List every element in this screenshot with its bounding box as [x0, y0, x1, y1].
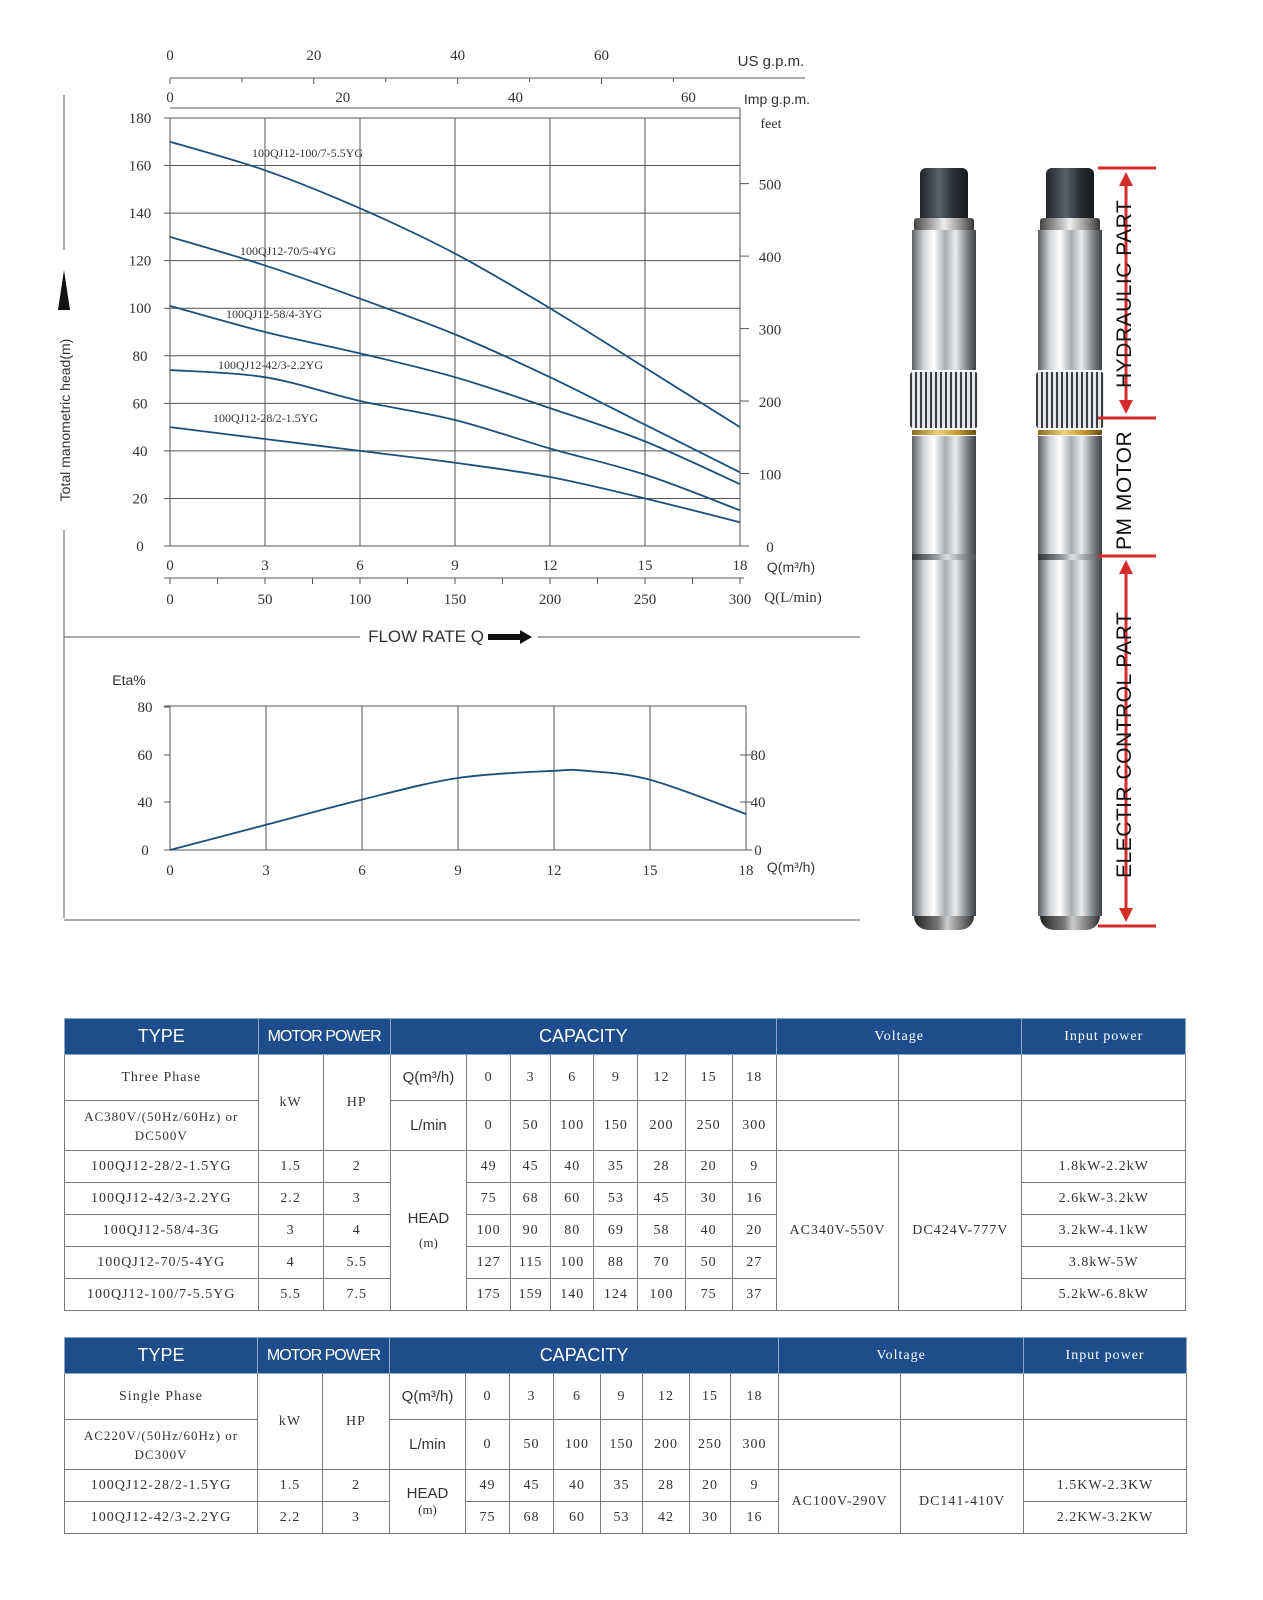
impgpm-tick-label: 40 — [508, 90, 524, 106]
input-power: 3.8kW-5W — [1022, 1247, 1186, 1279]
lmin-value: 100 — [554, 1420, 601, 1470]
head-value: 68 — [511, 1183, 551, 1215]
q-label: Q(m³/h) — [390, 1055, 466, 1101]
head-value: 50 — [685, 1247, 732, 1279]
head-unit: (m) — [418, 1502, 437, 1517]
lmin-value: 300 — [732, 1101, 776, 1151]
eff-y-tick-label: 80 — [137, 700, 153, 716]
supply-label: AC220V/(50Hz/60Hz) or DC300V — [65, 1420, 258, 1470]
impgpm-tick-label: 20 — [335, 90, 351, 106]
series-label: 100QJ12-42/3-2.2YG — [218, 358, 323, 372]
head-value: 16 — [732, 1183, 776, 1215]
hp-value: 4 — [323, 1215, 390, 1247]
y-tick-label: 180 — [128, 111, 152, 127]
head-value: 35 — [594, 1151, 638, 1183]
head-value: 45 — [638, 1183, 685, 1215]
head-value: 58 — [638, 1215, 685, 1247]
eff-y-title: Eta% — [112, 672, 146, 688]
feet-tick-label: 200 — [758, 395, 782, 412]
eff-right-tick-label: 80 — [750, 748, 766, 764]
q-value: 0 — [466, 1374, 510, 1420]
unit-hp: HP — [323, 1055, 390, 1151]
head-value: 16 — [731, 1502, 779, 1534]
lmin-tick-label: 200 — [538, 592, 562, 608]
y-tick-label: 160 — [128, 158, 152, 175]
voltage-ac: AC340V-550V — [776, 1151, 898, 1311]
header-voltage: Voltage — [776, 1019, 1022, 1055]
kw-value: 2.2 — [258, 1502, 323, 1534]
header-input-power: Input power — [1022, 1019, 1186, 1055]
eff-x-unit-label: Q(m³/h) — [766, 859, 816, 875]
head-value: 68 — [510, 1502, 554, 1534]
y-tick-label: 20 — [132, 491, 148, 508]
head-value: 20 — [690, 1470, 731, 1502]
head-value: 45 — [511, 1151, 551, 1183]
usgpm-tick-label: 0 — [166, 48, 174, 64]
head-value: 28 — [638, 1151, 685, 1183]
usgpm-unit-label: US g.p.m. — [737, 53, 805, 70]
impgpm-tick-label: 60 — [680, 90, 696, 106]
q-value: 12 — [643, 1374, 690, 1420]
input-power: 2.6kW-3.2kW — [1022, 1183, 1186, 1215]
eff-x-tick-label: 0 — [166, 863, 174, 879]
q-value: 15 — [685, 1055, 732, 1101]
input-power: 1.5KW-2.3KW — [1024, 1470, 1187, 1502]
y-tick-label: 80 — [132, 348, 148, 365]
feet-unit-label: feet — [760, 117, 782, 132]
eff-y-tick-label: 60 — [137, 748, 153, 764]
eff-right-tick-label: 40 — [750, 795, 766, 811]
head-value: 30 — [690, 1502, 731, 1534]
eff-y-tick-label: 0 — [141, 843, 149, 859]
eff-x-tick-label: 12 — [546, 863, 562, 879]
phase-label: Single Phase — [65, 1374, 258, 1420]
series-label: 100QJ12-70/5-4YG — [240, 244, 336, 258]
voltage-dc: DC424V-777V — [899, 1151, 1022, 1311]
head-value: 75 — [685, 1279, 732, 1311]
impgpm-unit-label: Imp g.p.m. — [743, 91, 811, 107]
head-value: 53 — [601, 1502, 643, 1534]
head-value: 124 — [594, 1279, 638, 1311]
lmin-tick-label: 0 — [166, 592, 174, 608]
lmin-tick-label: 50 — [257, 592, 273, 608]
head-value: 30 — [685, 1183, 732, 1215]
head-value: 45 — [510, 1470, 554, 1502]
head-value: 9 — [731, 1470, 779, 1502]
model-name: 100QJ12-70/5-4YG — [65, 1247, 259, 1279]
series-label: 100QJ12-58/4-3YG — [226, 307, 322, 321]
feet-tick-label: 400 — [758, 250, 782, 267]
lmin-value: 50 — [510, 1420, 554, 1470]
q-value: 6 — [554, 1374, 601, 1420]
header-capacity: CAPACITY — [390, 1338, 779, 1374]
input-power: 5.2kW-6.8kW — [1022, 1279, 1186, 1311]
header-motor-power: MOTOR POWER — [258, 1019, 390, 1055]
hp-value: 5.5 — [323, 1247, 390, 1279]
kw-value: 1.5 — [258, 1470, 323, 1502]
head-value: 69 — [594, 1215, 638, 1247]
lmin-value: 250 — [690, 1420, 731, 1470]
hp-value: 3 — [323, 1502, 390, 1534]
head-value: 42 — [643, 1502, 690, 1534]
kw-value: 2.2 — [258, 1183, 323, 1215]
usgpm-tick-label: 20 — [306, 48, 322, 64]
spec-table-three-phase — [64, 1018, 1186, 1311]
head-value: 127 — [467, 1247, 511, 1279]
voltage-ac: AC100V-290V — [779, 1470, 901, 1534]
usgpm-tick-label: 40 — [450, 48, 466, 64]
feet-tick-label: 0 — [766, 540, 774, 556]
x-unit-label: Q(m³/h) — [766, 559, 816, 575]
x-tick-label: 3 — [261, 558, 269, 574]
lmin-value: 150 — [601, 1420, 643, 1470]
head-value: 100 — [638, 1279, 685, 1311]
label-electric-control-part: ELECTIR CONTROL PART — [1113, 611, 1136, 878]
label-pm-motor: PM MOTOR — [1113, 430, 1136, 550]
hp-value: 2 — [323, 1151, 390, 1183]
x-tick-label: 6 — [356, 558, 364, 574]
label-hydraulic-part: HYDRAULIC PART — [1113, 199, 1136, 388]
model-name: 100QJ12-58/4-3G — [65, 1215, 259, 1247]
input-power: 2.2KW-3.2KW — [1024, 1502, 1187, 1534]
unit-kw: kW — [258, 1055, 323, 1151]
q-value: 6 — [551, 1055, 594, 1101]
head-value: 35 — [601, 1470, 643, 1502]
feet-tick-label: 300 — [758, 322, 782, 339]
q-value: 9 — [594, 1055, 638, 1101]
header-capacity: CAPACITY — [390, 1019, 776, 1055]
head-value: 75 — [467, 1183, 511, 1215]
kw-value: 4 — [258, 1247, 323, 1279]
head-label: HEAD — [406, 1485, 449, 1502]
kw-value: 5.5 — [258, 1279, 323, 1311]
lmin-value: 150 — [594, 1101, 638, 1151]
pump-image-left — [912, 168, 976, 942]
head-value: 49 — [466, 1470, 510, 1502]
head-value: 27 — [732, 1247, 776, 1279]
lmin-label: L/min — [390, 1420, 466, 1470]
y-tick-label: 100 — [128, 301, 152, 318]
x-tick-label: 9 — [451, 558, 459, 574]
unit-hp: HP — [323, 1374, 390, 1470]
q-value: 15 — [690, 1374, 731, 1420]
head-value: 175 — [467, 1279, 511, 1311]
head-value: 60 — [551, 1183, 594, 1215]
model-name: 100QJ12-100/7-5.5YG — [65, 1279, 259, 1311]
phase-label: Three Phase — [65, 1055, 259, 1101]
q-value: 18 — [732, 1055, 776, 1101]
x-tick-label: 15 — [637, 558, 653, 574]
y-tick-label: 60 — [132, 396, 148, 413]
head-unit: (m) — [419, 1235, 438, 1250]
kw-value: 1.5 — [258, 1151, 323, 1183]
q-value: 3 — [510, 1374, 554, 1420]
input-power: 3.2kW-4.1kW — [1022, 1215, 1186, 1247]
table-row — [65, 1470, 1187, 1502]
head-value: 115 — [511, 1247, 551, 1279]
head-value: 40 — [551, 1151, 594, 1183]
table-row — [65, 1151, 1186, 1183]
input-power: 1.8kW-2.2kW — [1022, 1151, 1186, 1183]
lmin-tick-label: 100 — [348, 592, 372, 608]
head-value: 40 — [554, 1470, 601, 1502]
header-type: TYPE — [65, 1019, 259, 1055]
lmin-tick-label: 150 — [443, 592, 467, 608]
lmin-value: 200 — [643, 1420, 690, 1470]
q-value: 12 — [638, 1055, 685, 1101]
lmin-tick-label: 300 — [728, 592, 752, 608]
head-value: 88 — [594, 1247, 638, 1279]
eff-x-tick-label: 15 — [642, 863, 658, 879]
head-value: 49 — [467, 1151, 511, 1183]
eff-x-tick-label: 6 — [358, 863, 366, 879]
x-tick-label: 18 — [732, 558, 748, 574]
series-label: 100QJ12-28/2-1.5YG — [213, 411, 318, 425]
y-axis-title: Total manometric head(m) — [57, 338, 73, 502]
x-tick-label: 0 — [166, 558, 174, 574]
performance-charts — [0, 0, 880, 960]
head-value: 100 — [551, 1247, 594, 1279]
head-value: 80 — [551, 1215, 594, 1247]
head-value: 90 — [511, 1215, 551, 1247]
lmin-value: 200 — [638, 1101, 685, 1151]
model-name: 100QJ12-42/3-2.2YG — [65, 1502, 258, 1534]
head-value: 20 — [685, 1151, 732, 1183]
q-value: 9 — [601, 1374, 643, 1420]
kw-value: 3 — [258, 1215, 323, 1247]
lmin-value: 50 — [511, 1101, 551, 1151]
supply-label: AC380V/(50Hz/60Hz) or DC500V — [65, 1101, 259, 1151]
q-value: 18 — [731, 1374, 779, 1420]
head-value: 37 — [732, 1279, 776, 1311]
model-name: 100QJ12-28/2-1.5YG — [65, 1470, 258, 1502]
eff-x-tick-label: 9 — [454, 863, 462, 879]
feet-tick-label: 500 — [758, 177, 782, 194]
y-axis-arrow — [58, 270, 70, 310]
lmin-value: 300 — [731, 1420, 779, 1470]
eff-x-tick-label: 3 — [262, 863, 270, 879]
lmin-value: 0 — [467, 1101, 511, 1151]
y-tick-label: 40 — [132, 443, 148, 460]
feet-tick-label: 100 — [758, 467, 782, 484]
lmin-value: 0 — [466, 1420, 510, 1470]
usgpm-tick-label: 60 — [593, 48, 609, 64]
x-axis-arrowhead — [520, 630, 532, 644]
head-value: 70 — [638, 1247, 685, 1279]
y-tick-label: 0 — [136, 539, 144, 555]
model-name: 100QJ12-28/2-1.5YG — [65, 1151, 259, 1183]
head-value: 20 — [732, 1215, 776, 1247]
y-tick-label: 140 — [128, 206, 152, 223]
head-value: 140 — [551, 1279, 594, 1311]
head-label: HEAD — [407, 1210, 450, 1227]
head-value: 100 — [467, 1215, 511, 1247]
head-value: 40 — [685, 1215, 732, 1247]
header-input-power: Input power — [1024, 1338, 1187, 1374]
x-tick-label: 12 — [542, 558, 558, 574]
q-value: 0 — [467, 1055, 511, 1101]
head-value: 53 — [594, 1183, 638, 1215]
hp-value: 3 — [323, 1183, 390, 1215]
head-value: 159 — [511, 1279, 551, 1311]
header-type: TYPE — [65, 1338, 258, 1374]
q-label: Q(m³/h) — [390, 1374, 466, 1420]
impgpm-tick-label: 0 — [166, 90, 174, 106]
y-tick-label: 120 — [128, 253, 152, 270]
model-name: 100QJ12-42/3-2.2YG — [65, 1183, 259, 1215]
spec-table-single-phase — [64, 1337, 1187, 1534]
head-value: 60 — [554, 1502, 601, 1534]
lmin-tick-label: 250 — [633, 592, 657, 608]
eff-y-tick-label: 40 — [137, 795, 153, 811]
eff-right-tick-label: 0 — [754, 843, 762, 859]
head-value: 9 — [732, 1151, 776, 1183]
hp-value: 7.5 — [323, 1279, 390, 1311]
eff-x-tick-label: 18 — [738, 863, 754, 879]
q-value: 3 — [511, 1055, 551, 1101]
lmin-value: 100 — [551, 1101, 594, 1151]
lmin-unit-label: Q(L/min) — [764, 590, 822, 606]
lmin-label: L/min — [390, 1101, 466, 1151]
hp-value: 2 — [323, 1470, 390, 1502]
header-motor-power: MOTOR POWER — [258, 1338, 390, 1374]
series-label: 100QJ12-100/7-5.5YG — [252, 146, 363, 160]
x-axis-title: FLOW RATE Q — [368, 627, 484, 646]
voltage-dc: DC141-410V — [901, 1470, 1024, 1534]
head-value: 28 — [643, 1470, 690, 1502]
lmin-value: 250 — [685, 1101, 732, 1151]
head-value: 75 — [466, 1502, 510, 1534]
unit-kw: kW — [258, 1374, 323, 1470]
header-voltage: Voltage — [779, 1338, 1024, 1374]
